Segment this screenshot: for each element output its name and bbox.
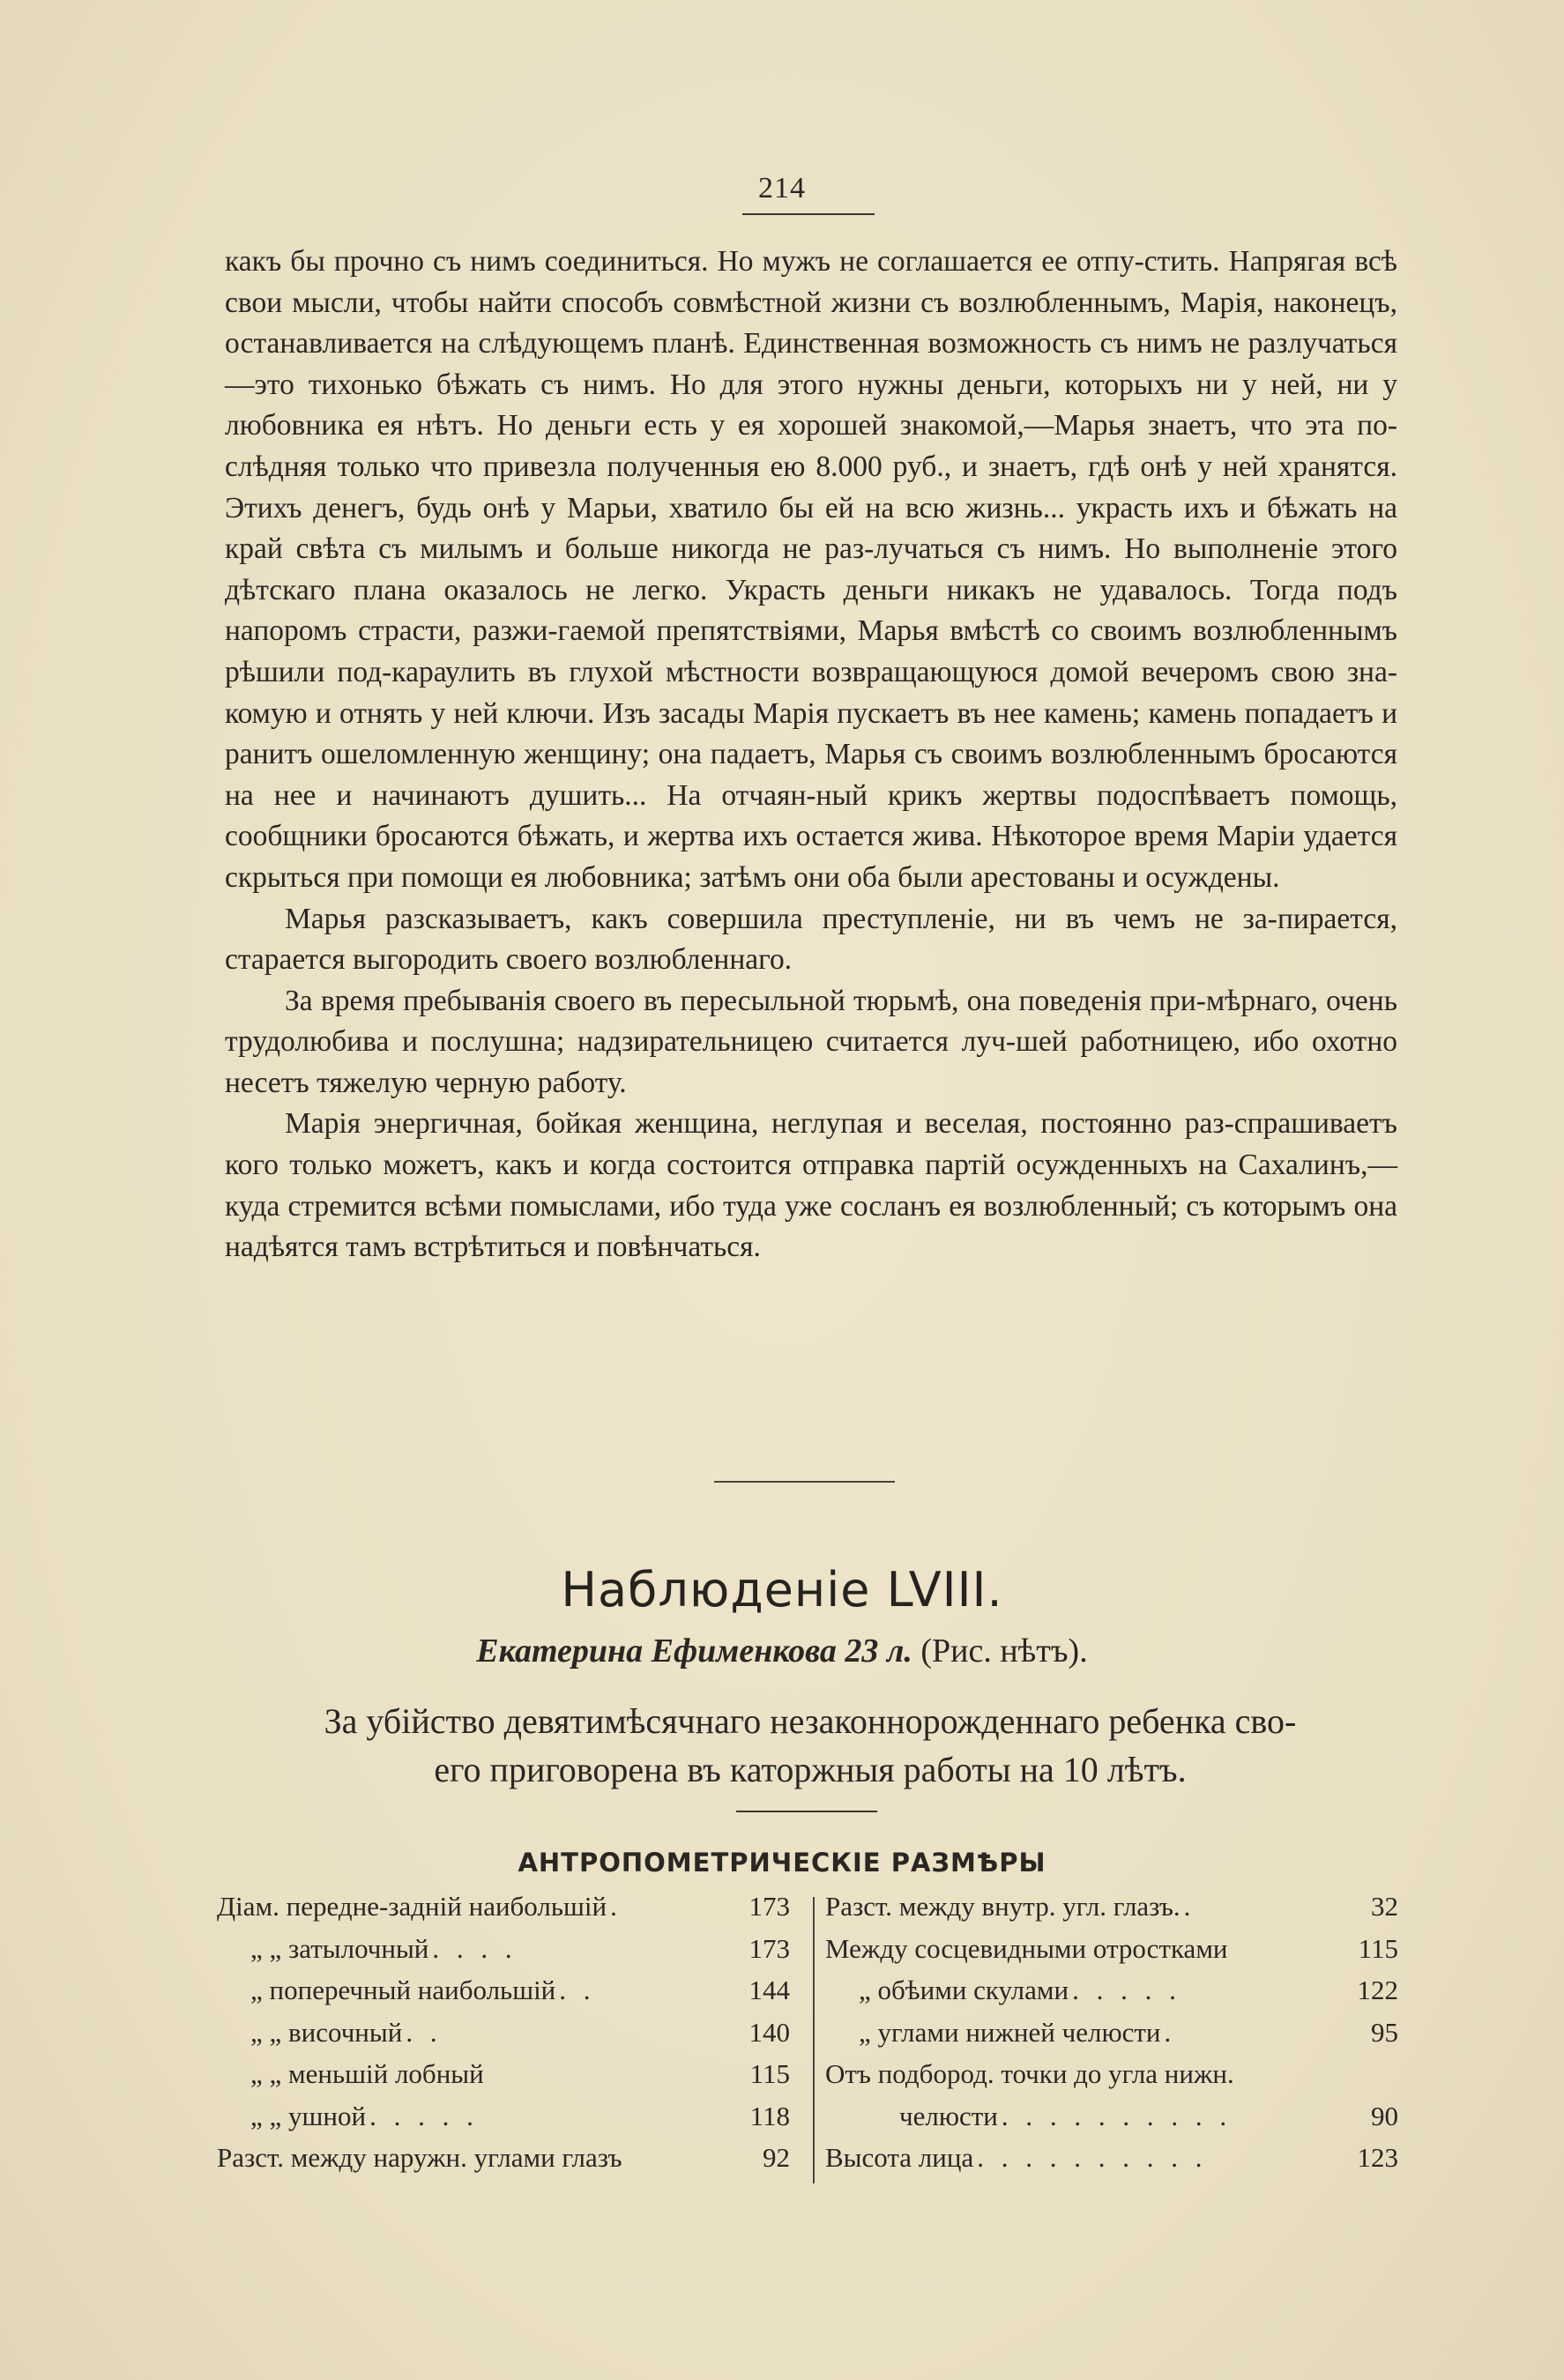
measurement-label: Высота лица xyxy=(825,2142,974,2173)
measurement-label: „ поперечный наибольшій xyxy=(250,1975,556,2005)
measurement-value: 144 xyxy=(748,1975,790,2005)
measurement-value: 173 xyxy=(748,1891,790,1922)
leader-dots: . . . . . xyxy=(1072,1975,1181,2005)
subject-note: (Рис. нѣтъ). xyxy=(920,1633,1088,1670)
measurement-value: 122 xyxy=(1357,1975,1398,2005)
measurement-label: Разст. между внутр. угл. глазъ. xyxy=(825,1891,1180,1922)
measurement-label: „ „ меньшiй лобный xyxy=(250,2058,484,2089)
measurement-label: Отъ подбород. точки до угла нижн. xyxy=(825,2058,1234,2089)
measurement-row xyxy=(217,2142,790,2184)
measurement-row xyxy=(217,1975,790,2017)
measurement-row xyxy=(217,1933,790,1975)
subject-name: Екатерина Ефименкова 23 л. xyxy=(476,1633,912,1670)
observation-title: Наблюденіе LVIII. xyxy=(561,1562,1003,1618)
case-summary xyxy=(220,1697,1400,1794)
measurements-table xyxy=(217,1891,1398,2190)
measurement-label: Діам. передне-заднiй наибольшій xyxy=(217,1891,607,1922)
page-number: 214 xyxy=(758,172,806,205)
subject-line xyxy=(0,1632,1564,1670)
measurement-value: 140 xyxy=(748,2016,790,2048)
measurement-label: „ углами нижней челюсти xyxy=(859,2016,1161,2048)
leader-dots: . . . . . . . . . . xyxy=(977,2142,1208,2173)
measurement-row xyxy=(825,2142,1398,2184)
measurement-value: 173 xyxy=(748,1932,790,1964)
measurement-value: 92 xyxy=(763,2142,790,2173)
leader-dots: . xyxy=(1183,1891,1196,1922)
summary-line: За убійство девятимѣсячнаго незаконнорожденнаго ребенка сво- xyxy=(324,1701,1297,1741)
measurement-label: Разст. между наружн. углами глазъ xyxy=(217,2142,622,2173)
measurement-value: 115 xyxy=(749,2058,790,2089)
leader-dots: . . . . . . . . . . xyxy=(1001,2100,1233,2131)
measurement-value: 123 xyxy=(1357,2142,1398,2173)
measurement-value: 95 xyxy=(1371,2016,1398,2048)
measurement-label: челюсти xyxy=(899,2100,998,2131)
leader-dots: . . . . . xyxy=(369,2100,479,2131)
measurement-row xyxy=(825,1975,1398,2017)
measurement-row xyxy=(825,2101,1398,2143)
measurement-value: 115 xyxy=(1358,1932,1398,1964)
measurement-row xyxy=(825,1891,1398,1933)
measurement-value: 32 xyxy=(1371,1891,1398,1922)
measurement-row xyxy=(825,2017,1398,2059)
measurement-row xyxy=(825,2058,1398,2101)
paragraph: За время пребыванія своего въ пересыльной тюрьмѣ, она поведенія при-мѣрнаго, очень трудолюбива и послушна; надзирательницею считается луч-шей работницею, ибо охотно несетъ тяжелую черную работу. xyxy=(225,984,1397,1099)
measurement-label: „ „ затылочный xyxy=(250,1932,429,1964)
page-number-rule xyxy=(742,213,875,215)
paragraph: какъ бы прочно съ нимъ соединиться. Но мужъ не соглашается ее отпу-стить. Напрягая всѣ свои мысли, чтобы найти способъ совмѣстной жизни съ возлюбленнымъ, Марія, наконецъ, останавливается на слѣдующемъ планѣ. Единственная возможность съ нимъ не разлучаться—это тихонько бѣжать съ нимъ. Но для этого нужны деньги, которыхъ ни у ней, ни у любовника ея нѣтъ. Но деньги есть у ея хорошей знакомой,—Марья знаетъ, что эта по-слѣдняя только что привезла полученныя ею 8.000 руб., и знаетъ, гдѣ онѣ у ней хранятся. Этихъ денегъ, будь онѣ у Марьи, хватило бы ей на всю жизнь... украсть ихъ и бѣжать на край свѣта съ милымъ и больше никогда не раз-лучаться съ нимъ. Но выполненіе этого дѣтскаго плана оказалось не легко. Украсть деньги никакъ не удавалось. Тогда подъ напоромъ страсти, разжи-гаемой препятствіями, Марья вмѣстѣ со своимъ возлюбленнымъ рѣшили под-караулить въ глухой мѣстности возвращающуюся домой вечеромъ свою зна-комую и отнять у ней ключи. Изъ засады Марія пускаетъ въ нее камень; камень попадаетъ и ранитъ ошеломленную женщину; она падаетъ, Марья съ своимъ возлюбленнымъ бросаются на нее и начинаютъ душить... На отчаян-ный крикъ жертвы подоспѣваетъ помощь, сообщники бросаются бѣжать, и жертва ихъ остается жива. Нѣкоторое время Маріи удается скрыться при помощи ея любовника; затѣмъ они оба были арестованы и осуждены. xyxy=(225,245,1397,894)
measurement-row xyxy=(217,1891,790,1933)
measurement-row xyxy=(825,1933,1398,1975)
summary-divider xyxy=(736,1811,877,1812)
measurements-left-column xyxy=(217,1891,790,2184)
measurements-right-column xyxy=(825,1891,1398,2184)
measurement-label: Между сосцевидными отростками xyxy=(825,1932,1228,1964)
paragraph: Марія энергичная, бойкая женщина, неглупая и веселая, постоянно раз-спрашиваетъ кого только можетъ, какъ и когда состоится отправка партій осужденныхъ на Сахалинъ,—куда стремится всѣми помыслами, ибо туда уже сосланъ ея возлюбленный; съ которымъ она надѣятся тамъ встрѣтиться и повѣнчаться. xyxy=(225,1107,1397,1264)
measurement-label: „ „ височный xyxy=(250,2016,403,2048)
leader-dots: . xyxy=(610,1891,622,1922)
body-text xyxy=(225,242,1397,1268)
measurement-row xyxy=(217,2017,790,2059)
summary-line: его приговорена въ каторжныя работы на 10 лѣтъ. xyxy=(434,1750,1187,1789)
leader-dots: . . . . xyxy=(432,1932,518,1964)
leader-dots: . . xyxy=(559,1975,596,2005)
measurement-label: „ обѣими скулами xyxy=(859,1975,1069,2005)
measurements-heading: АНТРОПОМЕТРИЧЕСКІЕ РАЗМѢРЫ xyxy=(518,1848,1046,1878)
measurement-row xyxy=(217,2058,790,2101)
measurement-value: 118 xyxy=(749,2100,790,2131)
leader-dots: . xyxy=(1164,2016,1177,2048)
measurement-value: 90 xyxy=(1371,2100,1398,2131)
measurement-row xyxy=(217,2101,790,2143)
measurement-label: „ „ ушной xyxy=(250,2100,367,2131)
paragraph: Марья разсказываетъ, какъ совершила преступленіе, ни въ чемъ не за-пирается, старается выгородить своего возлюбленнаго. xyxy=(225,902,1397,977)
leader-dots: . . xyxy=(406,2016,443,2048)
section-divider xyxy=(714,1481,895,1483)
